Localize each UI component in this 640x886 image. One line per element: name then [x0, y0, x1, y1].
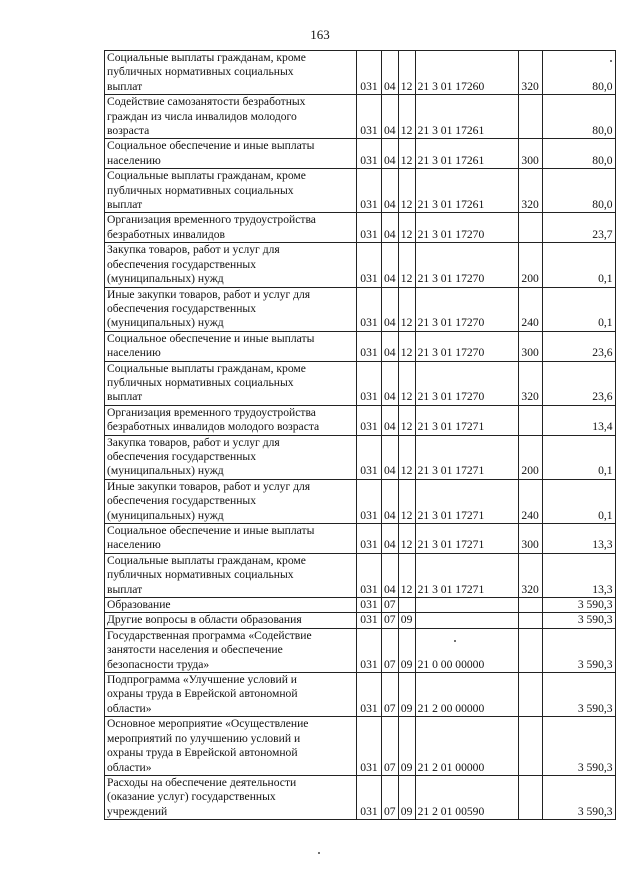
- cell-name-line: охраны труда в Еврейской автономной: [107, 746, 298, 760]
- cell-target-article: 21 3 01 17261: [415, 169, 518, 213]
- cell-amount: 13,3: [542, 553, 615, 597]
- cell-ved: 031: [357, 613, 382, 628]
- cell-subsection: 12: [398, 169, 415, 213]
- cell-target-article: 21 3 01 17270: [415, 361, 518, 405]
- cell-section: 04: [382, 524, 399, 554]
- cell-name: [105, 598, 357, 613]
- cell-name: [105, 553, 357, 597]
- cell-expense-type: 300: [518, 331, 542, 361]
- cell-name: [105, 169, 357, 213]
- cell-amount: 0,1: [542, 243, 615, 287]
- cell-name-line: Расходы на обеспечение деятельности: [107, 775, 297, 789]
- cell-name: [105, 479, 357, 523]
- table-row: [105, 598, 616, 613]
- cell-ved: 031: [357, 287, 382, 331]
- cell-target-article: 21 3 01 17270: [415, 287, 518, 331]
- cell-section: 04: [382, 331, 399, 361]
- cell-name: [105, 717, 357, 776]
- cell-ved: 031: [357, 51, 382, 95]
- cell-name-line: обеспечения государственных: [107, 301, 257, 315]
- cell-amount: 80,0: [542, 51, 615, 95]
- table-row: [105, 613, 616, 628]
- cell-name: [105, 775, 357, 819]
- cell-name-line: Закупка товаров, работ и услуг для: [107, 243, 280, 257]
- cell-name-line: безработных инвалидов молодого возраста: [107, 420, 320, 434]
- cell-name: [105, 139, 357, 169]
- cell-amount: 0,1: [542, 435, 615, 479]
- cell-expense-type: 200: [518, 435, 542, 479]
- cell-name: [105, 213, 357, 243]
- cell-name-line: (оказание услуг) государственных: [107, 790, 276, 804]
- table-row: [105, 287, 616, 331]
- table-row: [105, 524, 616, 554]
- cell-subsection: 12: [398, 287, 415, 331]
- cell-subsection: 09: [398, 775, 415, 819]
- cell-subsection: 12: [398, 435, 415, 479]
- cell-name: [105, 673, 357, 717]
- cell-subsection: 12: [398, 243, 415, 287]
- cell-target-article: 21 2 01 00000: [415, 717, 518, 776]
- cell-subsection: 12: [398, 553, 415, 597]
- cell-expense-type: [518, 717, 542, 776]
- cell-section: 04: [382, 139, 399, 169]
- cell-section: 07: [382, 775, 399, 819]
- cell-amount: 23,6: [542, 331, 615, 361]
- cell-target-article: 21 2 01 00590: [415, 775, 518, 819]
- cell-name-line: Социальные выплаты гражданам, кроме: [107, 169, 306, 183]
- cell-subsection: 12: [398, 331, 415, 361]
- cell-name-line: выплат: [107, 582, 143, 596]
- cell-name-line: безопасности труда»: [107, 657, 210, 671]
- cell-name: [105, 51, 357, 95]
- cell-name-line: охраны труда в Еврейской автономной: [107, 687, 298, 701]
- cell-subsection: 09: [398, 717, 415, 776]
- cell-subsection: 12: [398, 139, 415, 169]
- cell-name-line: выплат: [107, 390, 143, 404]
- cell-name-line: публичных нормативных социальных: [107, 183, 294, 197]
- cell-ved: 031: [357, 405, 382, 435]
- cell-section: 04: [382, 51, 399, 95]
- cell-name-line: учреждений: [107, 804, 168, 818]
- cell-name-line: Социальные выплаты гражданам, кроме: [107, 361, 306, 375]
- cell-amount: 0,1: [542, 287, 615, 331]
- cell-subsection: 09: [398, 613, 415, 628]
- cell-target-article: 21 3 01 17260: [415, 51, 518, 95]
- table-row: [105, 51, 616, 95]
- cell-name: [105, 613, 357, 628]
- cell-name: [105, 435, 357, 479]
- cell-section: 04: [382, 287, 399, 331]
- cell-section: 04: [382, 361, 399, 405]
- cell-expense-type: 320: [518, 553, 542, 597]
- cell-expense-type: 240: [518, 479, 542, 523]
- cell-name-line: безработных инвалидов: [107, 227, 225, 241]
- cell-section: 04: [382, 213, 399, 243]
- cell-section: 04: [382, 479, 399, 523]
- cell-ved: 031: [357, 331, 382, 361]
- table-row: [105, 213, 616, 243]
- cell-expense-type: 300: [518, 139, 542, 169]
- cell-amount: 3 590,3: [542, 717, 615, 776]
- cell-name-line: Закупка товаров, работ и услуг для: [107, 435, 280, 449]
- cell-subsection: 09: [398, 628, 415, 672]
- cell-name-line: (муниципальных) нужд: [107, 272, 224, 286]
- cell-name-line: выплат: [107, 198, 143, 212]
- cell-name-line: области»: [107, 701, 152, 715]
- cell-target-article: [415, 613, 518, 628]
- cell-target-article: 21 3 01 17261: [415, 95, 518, 139]
- cell-name-line: Государственная программа «Содействие: [107, 628, 312, 642]
- cell-name: [105, 361, 357, 405]
- cell-amount: 80,0: [542, 169, 615, 213]
- cell-name-line: населению: [107, 153, 161, 167]
- cell-name-line: Основное мероприятие «Осуществление: [107, 717, 309, 731]
- cell-name-line: возраста: [107, 124, 150, 138]
- cell-subsection: 12: [398, 524, 415, 554]
- cell-ved: 031: [357, 673, 382, 717]
- cell-ved: 031: [357, 243, 382, 287]
- cell-name-line: Иные закупки товаров, работ и услуг для: [107, 287, 311, 301]
- cell-ved: 031: [357, 213, 382, 243]
- cell-ved: 031: [357, 775, 382, 819]
- cell-section: 04: [382, 243, 399, 287]
- cell-name-line: Организация временного трудоустройства: [107, 405, 316, 419]
- scan-speck: [318, 852, 320, 854]
- table-row: [105, 169, 616, 213]
- cell-ved: 031: [357, 435, 382, 479]
- cell-name-line: публичных нормативных социальных: [107, 568, 294, 582]
- cell-expense-type: [518, 598, 542, 613]
- cell-name-line: Социальные выплаты гражданам, кроме: [107, 553, 306, 567]
- cell-section: 07: [382, 598, 399, 613]
- cell-section: 07: [382, 613, 399, 628]
- table-row: [105, 139, 616, 169]
- cell-expense-type: 320: [518, 169, 542, 213]
- cell-expense-type: [518, 613, 542, 628]
- cell-name-line: Социальное обеспечение и иные выплаты: [107, 524, 315, 537]
- cell-expense-type: 240: [518, 287, 542, 331]
- cell-amount: 0,1: [542, 479, 615, 523]
- cell-subsection: [398, 598, 415, 613]
- cell-amount: 3 590,3: [542, 598, 615, 613]
- cell-ved: 031: [357, 524, 382, 554]
- cell-section: 07: [382, 673, 399, 717]
- cell-amount: 3 590,3: [542, 628, 615, 672]
- cell-name: [105, 405, 357, 435]
- cell-name-line: области»: [107, 760, 152, 774]
- cell-section: 04: [382, 95, 399, 139]
- table-row: [105, 361, 616, 405]
- cell-expense-type: [518, 673, 542, 717]
- cell-target-article: 21 2 00 00000: [415, 673, 518, 717]
- cell-name-line: занятости населения и обеспечение: [107, 643, 283, 657]
- cell-name: [105, 95, 357, 139]
- cell-target-article: 21 3 01 17271: [415, 479, 518, 523]
- cell-name-line: Содействие самозанятости безработных: [107, 95, 306, 109]
- cell-name-line: Подпрограмма «Улучшение условий и: [107, 673, 298, 687]
- cell-amount: 23,7: [542, 213, 615, 243]
- cell-target-article: 21 3 01 17271: [415, 435, 518, 479]
- table-row: [105, 479, 616, 523]
- cell-name: [105, 331, 357, 361]
- cell-name-line: обеспечения государственных: [107, 449, 257, 463]
- cell-ved: 031: [357, 169, 382, 213]
- cell-amount: 13,3: [542, 524, 615, 554]
- scan-speck: [454, 640, 456, 642]
- cell-name-line: мероприятий по улучшению условий и: [107, 731, 301, 745]
- cell-name-line: Другие вопросы в области образования: [107, 613, 302, 627]
- cell-name-line: публичных нормативных социальных: [107, 65, 294, 79]
- cell-subsection: 12: [398, 479, 415, 523]
- cell-expense-type: 200: [518, 243, 542, 287]
- cell-expense-type: 300: [518, 524, 542, 554]
- table-row: [105, 553, 616, 597]
- cell-section: 04: [382, 405, 399, 435]
- cell-target-article: 21 3 01 17271: [415, 524, 518, 554]
- cell-subsection: 12: [398, 51, 415, 95]
- cell-name-line: обеспечения государственных: [107, 494, 257, 508]
- cell-name: [105, 524, 357, 554]
- table-row: [105, 673, 616, 717]
- cell-name-line: граждан из числа инвалидов молодого: [107, 109, 297, 123]
- cell-subsection: 12: [398, 405, 415, 435]
- cell-subsection: 12: [398, 95, 415, 139]
- cell-ved: 031: [357, 361, 382, 405]
- cell-target-article: 21 3 01 17271: [415, 405, 518, 435]
- cell-section: 04: [382, 553, 399, 597]
- cell-name-line: Социальное обеспечение и иные выплаты: [107, 331, 315, 345]
- cell-ved: 031: [357, 598, 382, 613]
- cell-name-line: населению: [107, 346, 161, 360]
- cell-expense-type: [518, 405, 542, 435]
- cell-name-line: публичных нормативных социальных: [107, 375, 294, 389]
- cell-section: 07: [382, 628, 399, 672]
- table-row: [105, 95, 616, 139]
- cell-ved: 031: [357, 553, 382, 597]
- cell-ved: 031: [357, 717, 382, 776]
- cell-section: 07: [382, 717, 399, 776]
- page-number: 163: [310, 27, 330, 42]
- cell-amount: 3 590,3: [542, 673, 615, 717]
- table-row: [105, 435, 616, 479]
- table-row: [105, 775, 616, 819]
- cell-expense-type: [518, 213, 542, 243]
- cell-amount: 23,6: [542, 361, 615, 405]
- table-row: [105, 331, 616, 361]
- cell-name-line: населению: [107, 538, 161, 552]
- cell-subsection: 12: [398, 361, 415, 405]
- cell-target-article: 21 3 01 17261: [415, 139, 518, 169]
- table-row: [105, 628, 616, 672]
- cell-name-line: Образование: [107, 598, 171, 612]
- cell-target-article: 21 3 01 17270: [415, 331, 518, 361]
- cell-ved: 031: [357, 95, 382, 139]
- cell-expense-type: [518, 775, 542, 819]
- cell-ved: 031: [357, 628, 382, 672]
- cell-ved: 031: [357, 139, 382, 169]
- cell-name-line: Организация временного трудоустройства: [107, 213, 316, 227]
- cell-name-line: обеспечения государственных: [107, 257, 257, 271]
- cell-amount: 3 590,3: [542, 613, 615, 628]
- budget-table: [104, 50, 616, 820]
- cell-section: 04: [382, 435, 399, 479]
- table-row: [105, 243, 616, 287]
- cell-expense-type: [518, 628, 542, 672]
- cell-expense-type: 320: [518, 51, 542, 95]
- scan-speck: [610, 60, 612, 62]
- cell-section: 04: [382, 169, 399, 213]
- cell-name-line: (муниципальных) нужд: [107, 508, 224, 522]
- cell-expense-type: 320: [518, 361, 542, 405]
- cell-name-line: выплат: [107, 79, 143, 93]
- cell-name: [105, 628, 357, 672]
- cell-expense-type: [518, 95, 542, 139]
- cell-target-article: 21 3 01 17271: [415, 553, 518, 597]
- cell-target-article: 21 3 01 17270: [415, 213, 518, 243]
- cell-amount: 80,0: [542, 139, 615, 169]
- cell-subsection: 09: [398, 673, 415, 717]
- cell-amount: 80,0: [542, 95, 615, 139]
- cell-target-article: 21 3 01 17270: [415, 243, 518, 287]
- cell-name-line: (муниципальных) нужд: [107, 464, 224, 478]
- cell-amount: 3 590,3: [542, 775, 615, 819]
- cell-target-article: 21 0 00 00000: [415, 628, 518, 672]
- cell-name-line: Социальные выплаты гражданам, кроме: [107, 51, 306, 64]
- cell-subsection: 12: [398, 213, 415, 243]
- cell-amount: 13,4: [542, 405, 615, 435]
- table-body: [105, 51, 616, 820]
- cell-name-line: (муниципальных) нужд: [107, 316, 224, 330]
- cell-name-line: Иные закупки товаров, работ и услуг для: [107, 479, 311, 493]
- cell-name: [105, 287, 357, 331]
- cell-name: [105, 243, 357, 287]
- cell-name-line: Социальное обеспечение и иные выплаты: [107, 139, 315, 153]
- table-row: [105, 405, 616, 435]
- cell-target-article: [415, 598, 518, 613]
- table-row: [105, 717, 616, 776]
- cell-ved: 031: [357, 479, 382, 523]
